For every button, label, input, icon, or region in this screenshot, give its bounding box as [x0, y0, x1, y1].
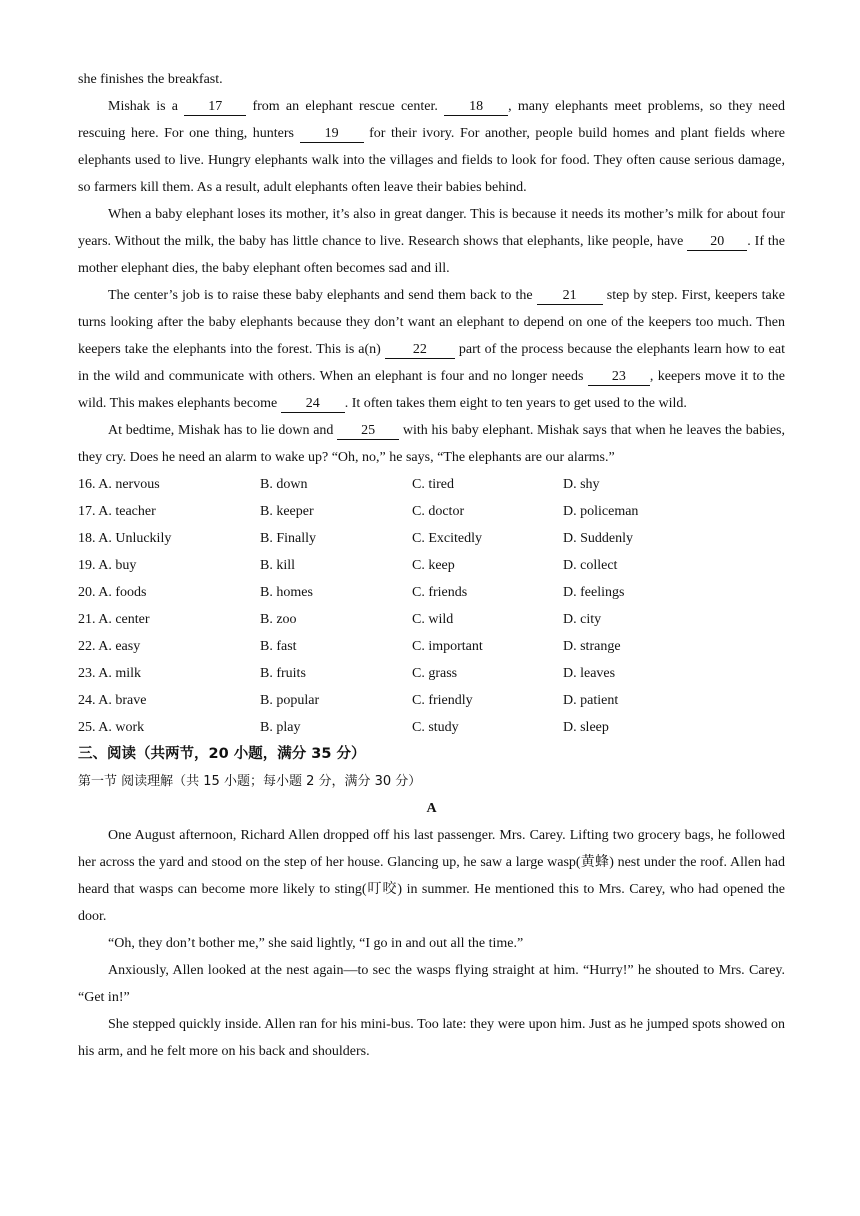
passage-label: A [426, 801, 437, 816]
option-row-22 [78, 633, 785, 660]
option-a[interactable]: 20. A. foods [78, 585, 147, 600]
option-c[interactable]: C. friends [412, 585, 468, 600]
option-c[interactable]: C. doctor [412, 504, 465, 519]
option-c[interactable]: C. tired [412, 477, 454, 492]
passage-paragraph-2: When a baby elephant loses its mother, it’s also in great danger. This is because it needs its mother’s milk for about four years. Without the milk, the baby has little chance to live. Research shows that elephants, like people, have 20 . If the mother elephant dies, the baby elephant often becomes sad and ill. [78, 207, 785, 276]
option-c[interactable]: C. friendly [412, 693, 473, 708]
passage-line: she finishes the breakfast. [78, 72, 223, 87]
option-d[interactable]: D. collect [563, 558, 618, 573]
option-a[interactable]: 22. A. easy [78, 639, 141, 654]
blank-22[interactable]: 22 [385, 342, 455, 359]
option-b[interactable]: B. kill [260, 558, 296, 573]
option-row-16 [78, 471, 785, 498]
option-b[interactable]: B. keeper [260, 504, 314, 519]
option-d[interactable]: D. sleep [563, 720, 609, 735]
reading-paragraph-4: She stepped quickly inside. Allen ran for his mini-bus. Too late: they were upon him. Just as he jumped spots showed on his arm, and he felt more on his back and shoulders. [78, 1017, 785, 1059]
option-b[interactable]: B. zoo [260, 612, 297, 627]
option-row-25 [78, 714, 785, 741]
option-b[interactable]: B. fast [260, 639, 297, 654]
blank-23[interactable]: 23 [588, 369, 650, 386]
option-a[interactable]: 18. A. Unluckily [78, 531, 172, 546]
option-c[interactable]: C. important [412, 639, 483, 654]
option-row-19 [78, 552, 785, 579]
option-d[interactable]: D. Suddenly [563, 531, 633, 546]
option-a[interactable]: 24. A. brave [78, 693, 147, 708]
option-d[interactable]: D. policeman [563, 504, 639, 519]
reading-paragraph-1: One August afternoon, Richard Allen dropped off his last passenger. Mrs. Carey. Lifting two grocery bags, he followed her across the yard and stood on the step of her house. Glancing up, he saw a large wasp(黄蜂) nest under the roof. Allen had heard that wasps can become more likely to sting(叮咬) in summer. He mentioned this to Mrs. Carey, who had opened the door. [78, 828, 785, 924]
option-row-17 [78, 498, 785, 525]
option-row-23 [78, 660, 785, 687]
option-c[interactable]: C. grass [412, 666, 458, 681]
option-d[interactable]: D. patient [563, 693, 619, 708]
option-row-20 [78, 579, 785, 606]
option-c[interactable]: C. keep [412, 558, 455, 573]
reading-paragraph-3: Anxiously, Allen looked at the nest again—to sec the wasps flying straight at him. “Hurry!” he shouted to Mrs. Carey. “Get in!” [78, 963, 785, 1005]
option-a[interactable]: 23. A. milk [78, 666, 142, 681]
option-d[interactable]: D. strange [563, 639, 621, 654]
blank-19[interactable]: 19 [300, 126, 364, 143]
blank-25[interactable]: 25 [337, 423, 399, 440]
option-b[interactable]: B. play [260, 720, 301, 735]
options-list [78, 471, 785, 741]
option-c[interactable]: C. Excitedly [412, 531, 482, 546]
passage-paragraph-3: The center’s job is to raise these baby elephants and send them back to the 21 step by step. First, keepers take turns looking after the baby elephants because they don’t want an elephant to depend on one of the keepers too much. Then keepers take the elephants into the forest. This is a(n) 22 part of the process because the elephants learn how to eat in the wild and communicate with others. When an elephant is four and no longer needs 23 , keepers move it to the wild. This makes elephants become 24 . It often takes them eight to ten years to get used to the wild. [78, 288, 785, 411]
option-d[interactable]: D. city [563, 612, 602, 627]
option-d[interactable]: D. shy [563, 477, 600, 492]
option-a[interactable]: 21. A. center [78, 612, 150, 627]
option-b[interactable]: B. homes [260, 585, 313, 600]
option-b[interactable]: B. Finally [260, 531, 317, 546]
option-row-18 [78, 525, 785, 552]
option-c[interactable]: C. study [412, 720, 459, 735]
option-a[interactable]: 19. A. buy [78, 558, 137, 573]
exam-page [78, 66, 785, 1065]
option-row-24 [78, 687, 785, 714]
option-a[interactable]: 25. A. work [78, 720, 145, 735]
option-b[interactable]: B. popular [260, 693, 320, 708]
blank-24[interactable]: 24 [281, 396, 345, 413]
option-b[interactable]: B. fruits [260, 666, 306, 681]
option-row-21 [78, 606, 785, 633]
blank-20[interactable]: 20 [687, 234, 747, 251]
option-d[interactable]: D. feelings [563, 585, 625, 600]
option-d[interactable]: D. leaves [563, 666, 616, 681]
option-a[interactable]: 16. A. nervous [78, 477, 160, 492]
section-subtitle: 第一节 阅读理解（共 15 小题；每小题 2 分，满分 30 分） [78, 774, 422, 789]
passage-paragraph-4: At bedtime, Mishak has to lie down and 25 with his baby elephant. Mishak says that when he leaves the babies, they cry. Does he need an alarm to wake up? “Oh, no,” he says, “The elephants are our alarms.” [78, 423, 785, 465]
blank-17[interactable]: 17 [184, 99, 246, 116]
option-a[interactable]: 17. A. teacher [78, 504, 156, 519]
passage-paragraph-1: Mishak is a 17 from an elephant rescue center. 18 , many elephants meet problems, so they need rescuing here. For one thing, hunters 19 for their ivory. For another, people build homes and plant fields where elephants used to live. Hungry elephants walk into the villages and fields to look for food. They often cause serious damage, so farmers kill them. As a result, adult elephants often leave their babies behind. [78, 99, 785, 195]
section-title: 三、阅读（共两节，20 小题，满分 35 分） [78, 746, 366, 762]
blank-21[interactable]: 21 [537, 288, 603, 305]
option-b[interactable]: B. down [260, 477, 308, 492]
reading-paragraph-2: “Oh, they don’t bother me,” she said lightly, “I go in and out all the time.” [108, 936, 524, 951]
option-c[interactable]: C. wild [412, 612, 454, 627]
blank-18[interactable]: 18 [444, 99, 508, 116]
